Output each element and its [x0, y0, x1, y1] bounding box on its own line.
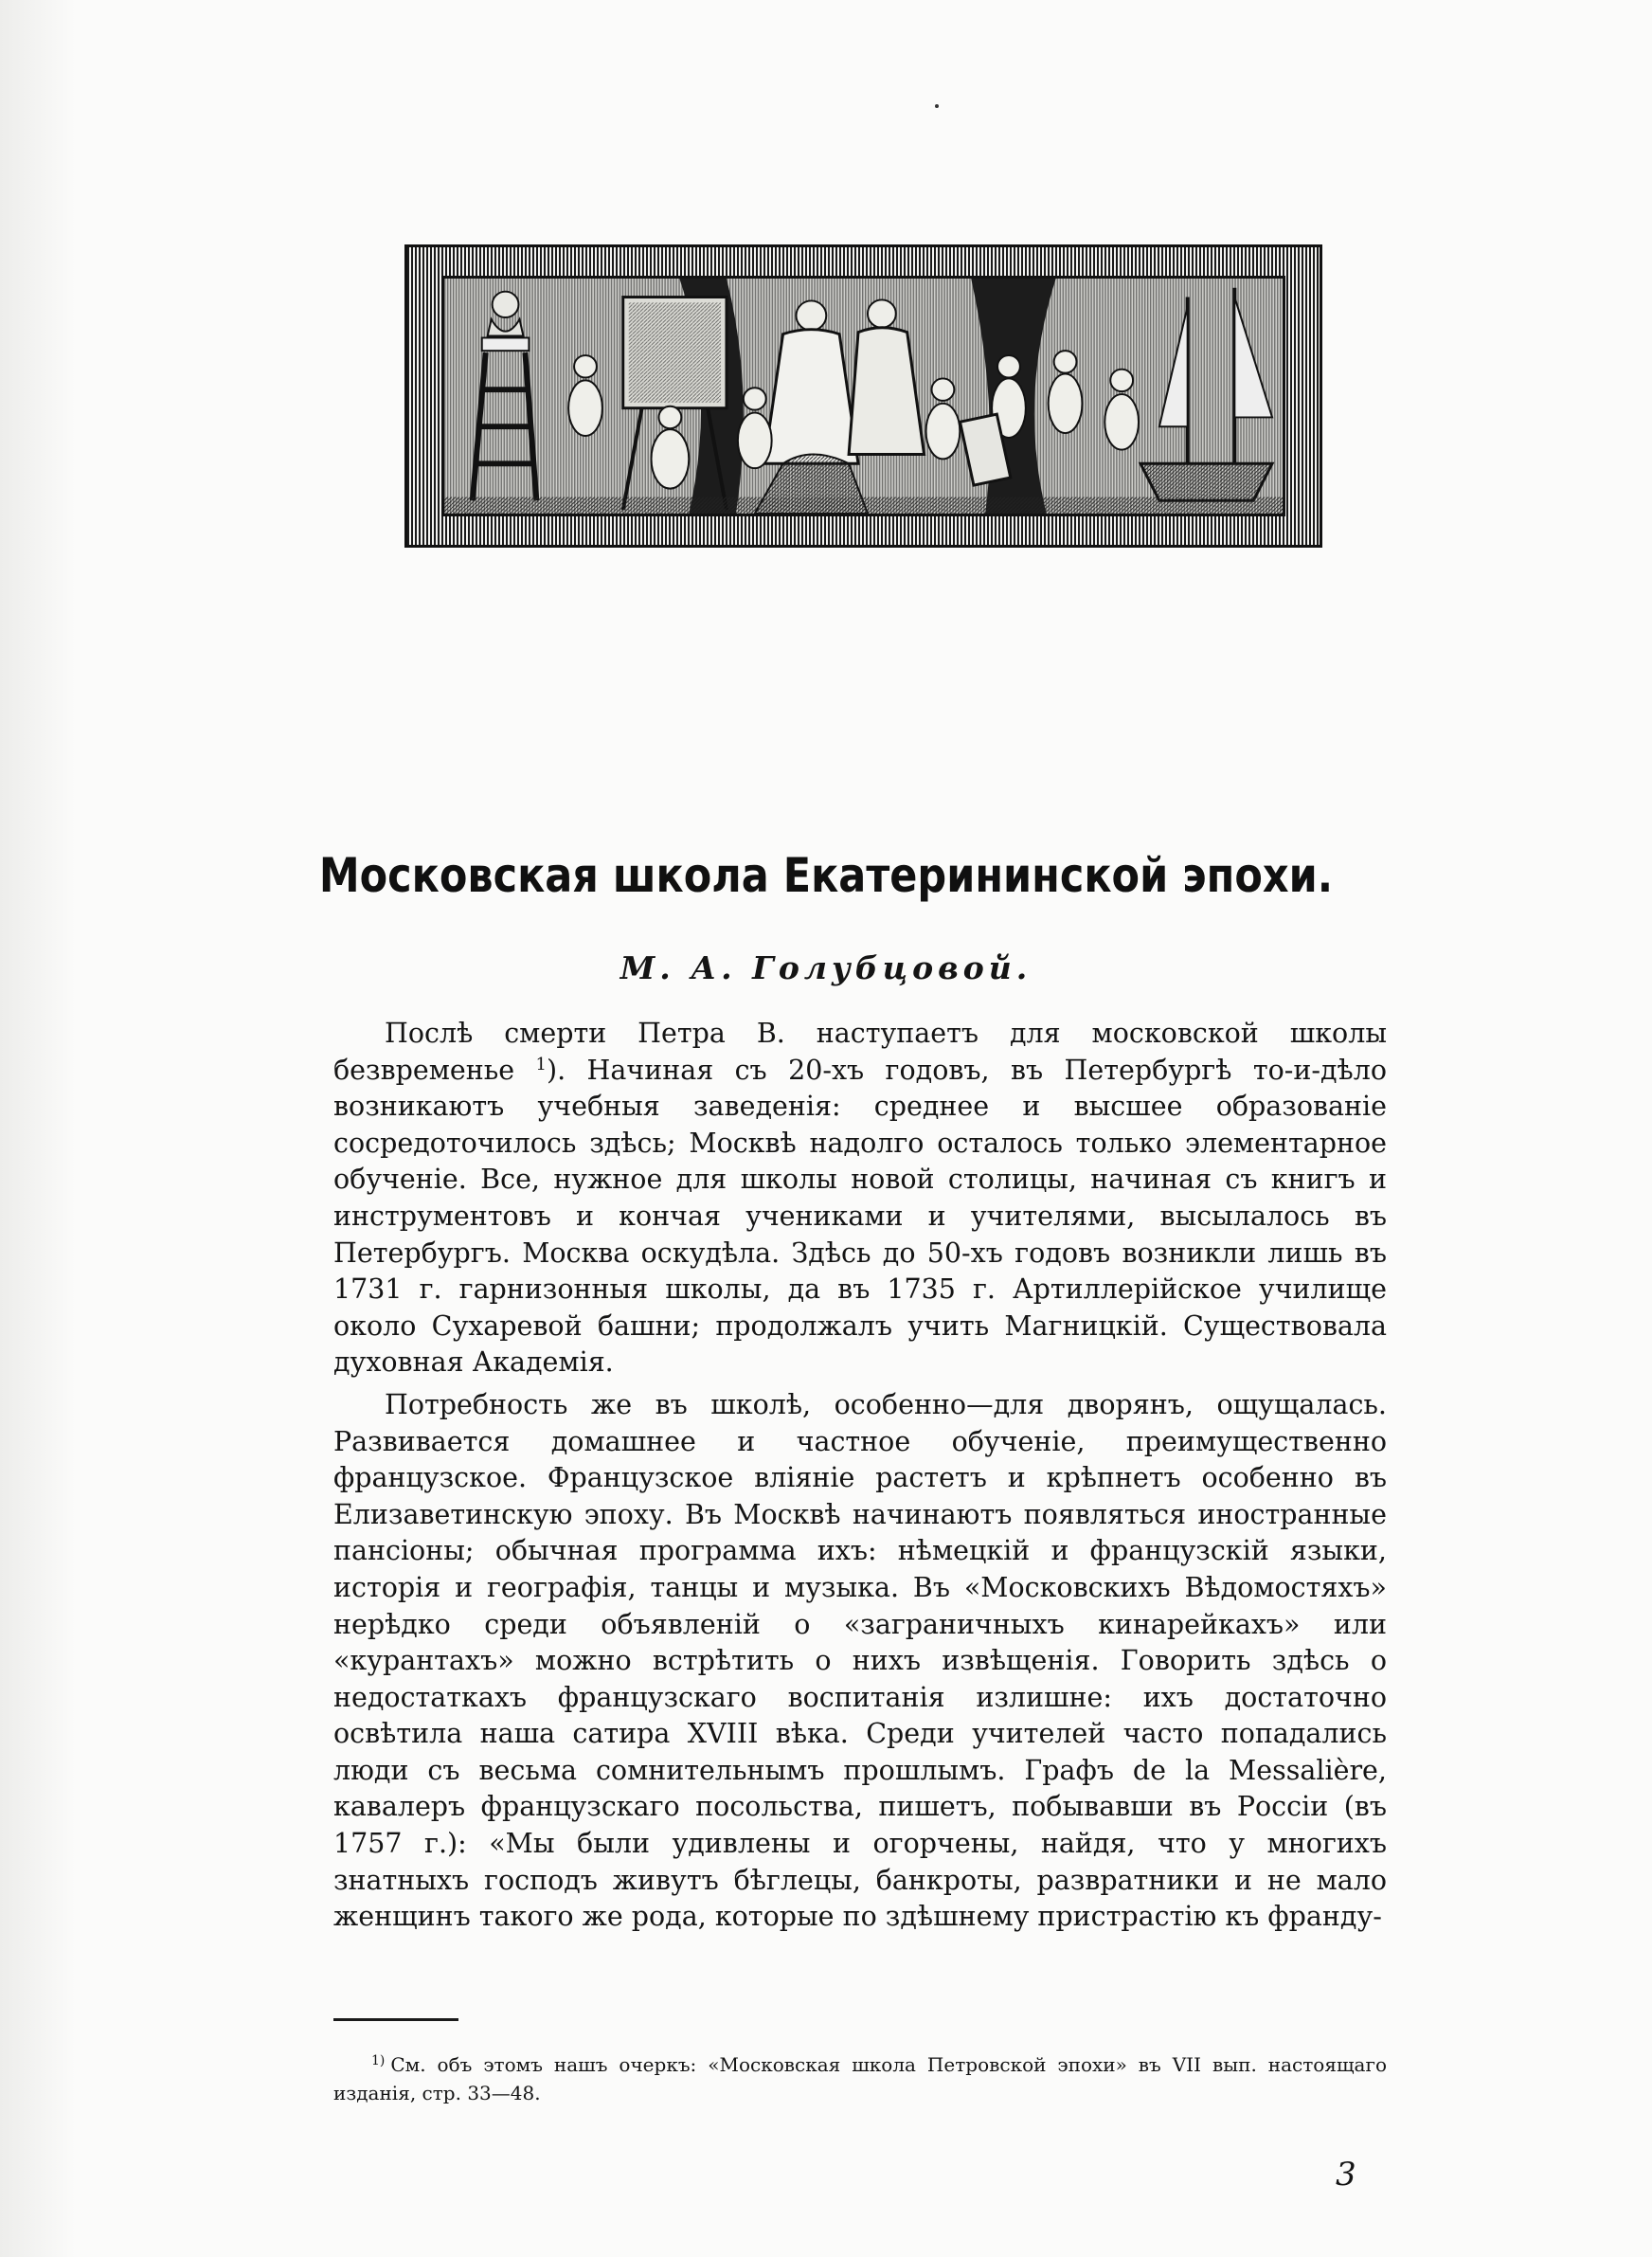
paragraph: [333, 1016, 1387, 1381]
engraving-illustration: [444, 279, 1283, 514]
article-body: [333, 1016, 1387, 1936]
page-number: 3: [1336, 2156, 1356, 2194]
footnote-text: См. объ этомъ нашъ очеркъ: «Московская школа Петровской эпохи» въ VII вып. настоящаго изданія, стр. 33—48.: [333, 2053, 1387, 2104]
footnote: [333, 2047, 1387, 2107]
footnote-rule: [333, 2018, 458, 2021]
header-engraving: [441, 276, 1285, 516]
article-author: М. А. Голубцовой.: [620, 949, 1032, 986]
footnote-reference: 1: [535, 1054, 547, 1074]
paragraph: Потребность же въ школѣ, особенно—для дворянъ, ощущалась. Развивается домашнее и частное обученіе, преимущественно французское. Французское вліяніе растетъ и крѣпнетъ особенно въ Елизаветинскую эпоху. Въ Москвѣ начинаютъ появляться иностранные пансіоны; обычная программа ихъ: нѣмецкій и французскій языки, исторія и географія, танцы и музыка. Въ «Московскихъ Вѣдомостяхъ» нерѣдко среди объявленій о «заграничныхъ кинарейкахъ» или «курантахъ» можно встрѣтить о нихъ извѣщенія. Говорить здѣсь о недостаткахъ французскаго воспитанія излишне: ихъ достаточно освѣтила наша сатира XVIII вѣка. Среди учителей часто попадались люди съ весьма сомнительнымъ прошлымъ. Графъ de la Messalière, кавалеръ французскаго посольства, пишетъ, побывавши въ Россіи (въ 1757 г.): «Мы были удивлены и огорчены, найдя, что у многихъ знатныхъ господъ живутъ бѣглецы, банкроты, развратники и не мало женщинъ такого же рода, которые по здѣшнему пристрастію къ франду-: [333, 1388, 1387, 1933]
article-title: Московская школа Екатерининской эпохи.: [318, 848, 1334, 903]
scan-speck: [935, 104, 939, 108]
scan-gutter-shadow: [0, 0, 76, 2257]
paragraph-text: Послѣ смерти Петра В. наступаетъ для московской школы безвременье: [333, 1018, 1387, 1086]
paragraph-text: ). Начиная съ 20-хъ годовъ, въ Петербургѣ то-и-дѣло возникаютъ учебныя заведенія: среднее и высшее образованіе сосредоточилось здѣсь; Москвѣ надолго осталось только элементарное обученіе. Все, нужное для школы новой столицы, начиная съ книгъ и инструментовъ и кончая учениками и учителями, высылалось въ Петербургъ. Москва оскудѣла. Здѣсь до 50-хъ годовъ возникли лишь въ 1731 г. гарнизонныя школы, да въ 1735 г. Артиллерійское училище около Сухаревой башни; продолжалъ учить Магницкій. Существовала духовная Академія.: [333, 1054, 1387, 1379]
footnote-mark: 1): [371, 2053, 386, 2068]
header-engraving-frame: [404, 244, 1322, 548]
